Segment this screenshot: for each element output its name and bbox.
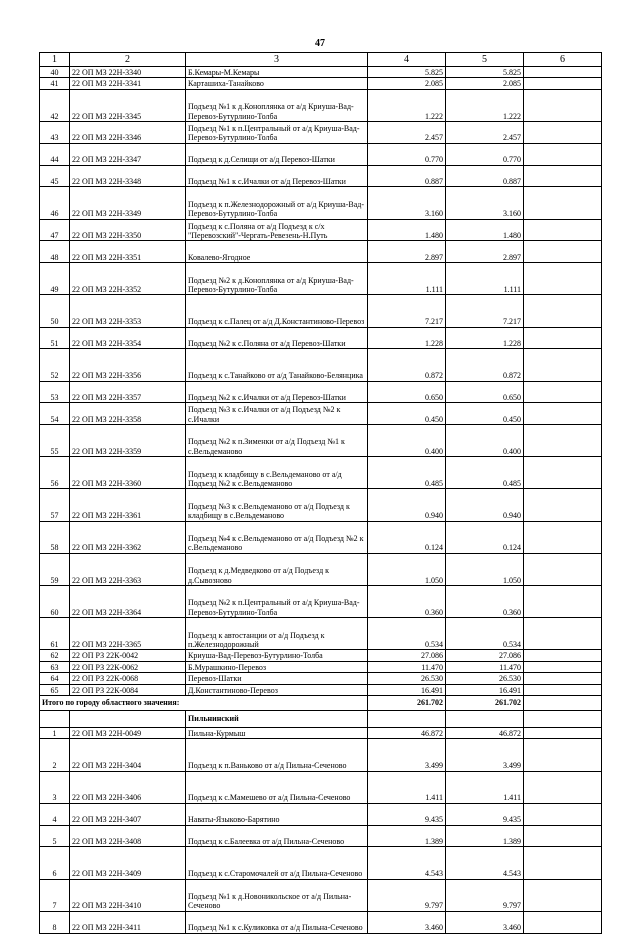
table-row	[40, 586, 602, 618]
length-value: 2.457	[368, 121, 446, 143]
row-number: 50	[40, 295, 70, 327]
road-code: 22 ОП РЗ 22К-0062	[70, 661, 186, 672]
road-code: 22 ОП МЗ 22Н-3353	[70, 295, 186, 327]
length-value: 0.940	[368, 489, 446, 521]
length-value-total: 3.160	[446, 187, 524, 219]
length-value: 26.530	[368, 673, 446, 684]
row-number: 63	[40, 661, 70, 672]
section-row	[40, 710, 602, 727]
length-value: 0.770	[368, 143, 446, 165]
length-value-total: 9.797	[446, 879, 524, 911]
road-name: Подъезд к с.Танайково от а/д Танайково-Белянцика	[186, 349, 368, 381]
length-value-total: 1.050	[446, 553, 524, 585]
note-cell	[524, 425, 602, 457]
table-row	[40, 618, 602, 650]
length-value: 1.411	[368, 771, 446, 803]
road-code: 22 ОП МЗ 22Н-3356	[70, 349, 186, 381]
column-number-6: 6	[524, 53, 602, 67]
row-number: 46	[40, 187, 70, 219]
road-code: 22 ОП МЗ 22Н-3357	[70, 381, 186, 403]
length-value-total: 1.111	[446, 263, 524, 295]
table-row	[40, 403, 602, 425]
column-number-1: 1	[40, 53, 70, 67]
road-name: Подъезд к с.Поляна от а/д Подъезд к с/х "Перевозский"-Чергать-Ревезень-Н.Путь	[186, 219, 368, 241]
road-code: 22 ОП РЗ 22К-0068	[70, 673, 186, 684]
length-value-total: 3.460	[446, 911, 524, 933]
length-value-total: 0.872	[446, 349, 524, 381]
length-value: 7.217	[368, 295, 446, 327]
table-row	[40, 263, 602, 295]
row-number: 52	[40, 349, 70, 381]
length-value: 9.435	[368, 803, 446, 825]
row-number: 61	[40, 618, 70, 650]
road-code: 22 ОП РЗ 22К-0042	[70, 650, 186, 661]
row-number: 4	[40, 803, 70, 825]
table-row	[40, 879, 602, 911]
note-cell	[524, 684, 602, 695]
length-value: 9.797	[368, 879, 446, 911]
road-name: Д.Константиново-Перевоз	[186, 684, 368, 695]
length-value-total: 0.450	[446, 403, 524, 425]
note-cell	[524, 349, 602, 381]
note-cell	[524, 327, 602, 349]
road-code: 22 ОП МЗ 22Н-3351	[70, 241, 186, 263]
road-name: Пильна-Курмыш	[186, 727, 368, 738]
note-cell	[524, 618, 602, 650]
length-value-total: 4.543	[446, 847, 524, 879]
table-row	[40, 825, 602, 847]
length-value-total: 2.897	[446, 241, 524, 263]
road-name: Подъезд №3 к с.Ичалки от а/д Подъезд №2 к с.Ичалки	[186, 403, 368, 425]
row-number: 51	[40, 327, 70, 349]
row-number: 2	[40, 739, 70, 771]
table-row	[40, 165, 602, 187]
row-number: 47	[40, 219, 70, 241]
road-code: 22 ОП МЗ 22Н-3360	[70, 457, 186, 489]
length-value-total: 27.086	[446, 650, 524, 661]
note-cell	[524, 695, 602, 710]
table-row	[40, 803, 602, 825]
road-code: 22 ОП МЗ 22Н-3346	[70, 121, 186, 143]
row-number: 6	[40, 847, 70, 879]
note-cell	[524, 263, 602, 295]
total-label: Итого по городу областного значения:	[40, 695, 368, 710]
row-number	[40, 710, 70, 727]
length-value: 0.650	[368, 381, 446, 403]
road-name: Подъезд №2 к п.Центральный от а/д Криуша-Вад-Перевоз-Бутурлино-Толба	[186, 586, 368, 618]
row-number: 64	[40, 673, 70, 684]
row-number: 7	[40, 879, 70, 911]
note-cell	[524, 241, 602, 263]
road-code: 22 ОП МЗ 22Н-3347	[70, 143, 186, 165]
note-cell	[524, 489, 602, 521]
note-cell	[524, 727, 602, 738]
road-code: 22 ОП МЗ 22Н-3404	[70, 739, 186, 771]
table-row	[40, 521, 602, 553]
length-value: 0.124	[368, 521, 446, 553]
road-code: 22 ОП МЗ 22Н-0049	[70, 727, 186, 738]
length-value-total: 0.650	[446, 381, 524, 403]
length-value-total: 7.217	[446, 295, 524, 327]
road-code: 22 ОП МЗ 22Н-3341	[70, 78, 186, 89]
row-number: 1	[40, 727, 70, 738]
road-code: 22 ОП МЗ 22Н-3406	[70, 771, 186, 803]
length-value: 3.160	[368, 187, 446, 219]
table-row	[40, 143, 602, 165]
note-cell	[524, 911, 602, 933]
note-cell	[524, 847, 602, 879]
table-row	[40, 121, 602, 143]
note-cell	[524, 67, 602, 78]
column-number-2: 2	[70, 53, 186, 67]
note-cell	[524, 553, 602, 585]
table-row	[40, 650, 602, 661]
note-cell	[524, 187, 602, 219]
note-cell	[524, 586, 602, 618]
length-value	[368, 710, 446, 727]
note-cell	[524, 710, 602, 727]
length-value: 1.050	[368, 553, 446, 585]
row-number: 59	[40, 553, 70, 585]
length-value-total: 1.228	[446, 327, 524, 349]
length-value-total: 1.389	[446, 825, 524, 847]
length-value-total: 1.411	[446, 771, 524, 803]
length-value-total: 46.872	[446, 727, 524, 738]
road-code: 22 ОП МЗ 22Н-3352	[70, 263, 186, 295]
table-row	[40, 89, 602, 121]
note-cell	[524, 661, 602, 672]
row-number: 56	[40, 457, 70, 489]
section-title: Пильнинский	[186, 710, 368, 727]
note-cell	[524, 457, 602, 489]
road-code: 22 ОП МЗ 22Н-3364	[70, 586, 186, 618]
road-name: Подъезд к кладбищу в с.Вельдеманово от а/д Подъезд №2 к с.Вельдеманово	[186, 457, 368, 489]
table-row	[40, 349, 602, 381]
table-row	[40, 489, 602, 521]
length-value: 0.534	[368, 618, 446, 650]
length-value: 3.499	[368, 739, 446, 771]
note-cell	[524, 89, 602, 121]
length-value-total: 3.499	[446, 739, 524, 771]
length-value: 0.872	[368, 349, 446, 381]
row-number: 60	[40, 586, 70, 618]
row-number: 5	[40, 825, 70, 847]
table-row	[40, 219, 602, 241]
road-name: Подъезд №1 к д.Новоникольское от а/д Пильна-Сеченово	[186, 879, 368, 911]
table-row	[40, 241, 602, 263]
total-value-2: 261.702	[446, 695, 524, 710]
road-name: Подъезд к с.Палец от а/д Д.Константиново-Перевоз	[186, 295, 368, 327]
note-cell	[524, 803, 602, 825]
row-number: 48	[40, 241, 70, 263]
road-code: 22 ОП МЗ 22Н-3354	[70, 327, 186, 349]
road-name: Перевоз-Шатки	[186, 673, 368, 684]
road-name: Подъезд №3 к с.Вельдеманово от а/д Подъезд к кладбищу в с.Вельдеманово	[186, 489, 368, 521]
note-cell	[524, 381, 602, 403]
length-value: 46.872	[368, 727, 446, 738]
note-cell	[524, 771, 602, 803]
length-value-total: 0.360	[446, 586, 524, 618]
road-name: Карташиха-Танайково	[186, 78, 368, 89]
length-value: 0.450	[368, 403, 446, 425]
table-row	[40, 727, 602, 738]
note-cell	[524, 295, 602, 327]
road-name: Подъезд №2 к с.Поляна от а/д Перевоз-Шатки	[186, 327, 368, 349]
road-code: 22 ОП МЗ 22Н-3340	[70, 67, 186, 78]
row-number: 53	[40, 381, 70, 403]
table-row	[40, 187, 602, 219]
length-value-total: 0.534	[446, 618, 524, 650]
note-cell	[524, 165, 602, 187]
road-name: Подъезд №2 к д.Коноплянка от а/д Криуша-Вад-Перевоз-Бутурлино-Толба	[186, 263, 368, 295]
row-number: 49	[40, 263, 70, 295]
length-value-total: 9.435	[446, 803, 524, 825]
note-cell	[524, 78, 602, 89]
road-name: Подъезд к с.Мамешево от а/д Пильна-Сеченово	[186, 771, 368, 803]
length-value: 0.400	[368, 425, 446, 457]
column-number-3: 3	[186, 53, 368, 67]
length-value: 16.491	[368, 684, 446, 695]
row-number: 42	[40, 89, 70, 121]
road-name: Подъезд №2 к с.Ичалки от а/д Перевоз-Шатки	[186, 381, 368, 403]
length-value-total: 1.480	[446, 219, 524, 241]
row-number: 65	[40, 684, 70, 695]
length-value: 1.228	[368, 327, 446, 349]
road-name: Подъезд к с.Балеевка от а/д Пильна-Сеченово	[186, 825, 368, 847]
road-code	[70, 710, 186, 727]
row-number: 58	[40, 521, 70, 553]
table-row	[40, 553, 602, 585]
length-value-total: 11.470	[446, 661, 524, 672]
column-number-row	[40, 53, 602, 67]
note-cell	[524, 403, 602, 425]
length-value: 2.897	[368, 241, 446, 263]
length-value: 27.086	[368, 650, 446, 661]
table-row	[40, 684, 602, 695]
note-cell	[524, 521, 602, 553]
column-number-4: 4	[368, 53, 446, 67]
road-name: Подъезд №2 к п.Зименки от а/д Подъезд №1 к с.Вельдеманово	[186, 425, 368, 457]
length-value: 1.222	[368, 89, 446, 121]
total-row	[40, 695, 602, 710]
length-value-total: 2.085	[446, 78, 524, 89]
road-name: Б.Кемары-М.Кемары	[186, 67, 368, 78]
note-cell	[524, 121, 602, 143]
road-code: 22 ОП МЗ 22Н-3350	[70, 219, 186, 241]
note-cell	[524, 219, 602, 241]
length-value: 4.543	[368, 847, 446, 879]
table-row	[40, 425, 602, 457]
length-value-total: 0.485	[446, 457, 524, 489]
table-row	[40, 673, 602, 684]
length-value: 5.825	[368, 67, 446, 78]
table-row	[40, 771, 602, 803]
length-value-total: 1.222	[446, 89, 524, 121]
road-name: Подъезд к автостанции от а/д Подъезд к п.Железнодорожный	[186, 618, 368, 650]
road-name: Подъезд №1 к с.Ичалки от а/д Перевоз-Шатки	[186, 165, 368, 187]
table-row	[40, 661, 602, 672]
total-value: 261.702	[368, 695, 446, 710]
row-number: 54	[40, 403, 70, 425]
road-code: 22 ОП МЗ 22Н-3359	[70, 425, 186, 457]
row-number: 55	[40, 425, 70, 457]
length-value-total: 2.457	[446, 121, 524, 143]
road-code: 22 ОП МЗ 22Н-3363	[70, 553, 186, 585]
note-cell	[524, 825, 602, 847]
road-code: 22 ОП МЗ 22Н-3365	[70, 618, 186, 650]
length-value-total: 26.530	[446, 673, 524, 684]
roads-table	[39, 52, 602, 934]
road-name: Подъезд №1 к д.Коноплянка от а/д Криуша-Вад-Перевоз-Бутурлино-Толба	[186, 89, 368, 121]
length-value-total: 0.887	[446, 165, 524, 187]
note-cell	[524, 673, 602, 684]
road-code: 22 ОП МЗ 22Н-3410	[70, 879, 186, 911]
road-code: 22 ОП МЗ 22Н-3358	[70, 403, 186, 425]
length-value: 11.470	[368, 661, 446, 672]
road-name: Подъезд №1 к п.Центральный от а/д Криуша-Вад-Перевоз-Бутурлино-Толба	[186, 121, 368, 143]
length-value: 1.389	[368, 825, 446, 847]
road-name: Ковалево-Ягодное	[186, 241, 368, 263]
length-value-total: 16.491	[446, 684, 524, 695]
table-row	[40, 327, 602, 349]
road-name: Подъезд к п.Железнодорожный от а/д Криуша-Вад-Перевоз-Бутурлино-Толба	[186, 187, 368, 219]
length-value-total: 0.124	[446, 521, 524, 553]
row-number: 40	[40, 67, 70, 78]
row-number: 8	[40, 911, 70, 933]
length-value-total: 0.400	[446, 425, 524, 457]
road-code: 22 ОП МЗ 22Н-3361	[70, 489, 186, 521]
length-value: 0.360	[368, 586, 446, 618]
length-value: 0.887	[368, 165, 446, 187]
road-name: Подъезд №4 к с.Вельдеманово от а/д Подъезд №2 к с.Вельдеманово	[186, 521, 368, 553]
road-code: 22 ОП МЗ 22Н-3407	[70, 803, 186, 825]
road-code: 22 ОП МЗ 22Н-3411	[70, 911, 186, 933]
road-code: 22 ОП МЗ 22Н-3408	[70, 825, 186, 847]
table-row	[40, 739, 602, 771]
length-value: 0.485	[368, 457, 446, 489]
row-number: 41	[40, 78, 70, 89]
length-value-total: 0.770	[446, 143, 524, 165]
row-number: 3	[40, 771, 70, 803]
note-cell	[524, 879, 602, 911]
road-name: Подъезд к д.Медведково от а/д Подъезд к д.Сывозново	[186, 553, 368, 585]
row-number: 62	[40, 650, 70, 661]
road-name: Криуша-Вад-Перевоз-Бутурлино-Толба	[186, 650, 368, 661]
length-value-total	[446, 710, 524, 727]
note-cell	[524, 650, 602, 661]
page-number: 47	[315, 38, 325, 49]
note-cell	[524, 739, 602, 771]
road-name: Б.Мурашкино-Перевоз	[186, 661, 368, 672]
road-code: 22 ОП МЗ 22Н-3348	[70, 165, 186, 187]
table-row	[40, 381, 602, 403]
note-cell	[524, 143, 602, 165]
road-code: 22 ОП РЗ 22К-0084	[70, 684, 186, 695]
row-number: 45	[40, 165, 70, 187]
length-value: 1.480	[368, 219, 446, 241]
table-row	[40, 67, 602, 78]
length-value: 1.111	[368, 263, 446, 295]
column-number-5: 5	[446, 53, 524, 67]
road-name: Подъезд к с.Старомочалей от а/д Пильна-Сеченово	[186, 847, 368, 879]
length-value: 3.460	[368, 911, 446, 933]
length-value-total: 5.825	[446, 67, 524, 78]
road-name: Подъезд к п.Ваньково от а/д Пильна-Сеченово	[186, 739, 368, 771]
length-value-total: 0.940	[446, 489, 524, 521]
road-code: 22 ОП МЗ 22Н-3345	[70, 89, 186, 121]
road-code: 22 ОП МЗ 22Н-3409	[70, 847, 186, 879]
table-row	[40, 847, 602, 879]
table-row	[40, 457, 602, 489]
row-number: 44	[40, 143, 70, 165]
road-name: Подъезд к д.Селищи от а/д Перевоз-Шатки	[186, 143, 368, 165]
length-value: 2.085	[368, 78, 446, 89]
table-row	[40, 295, 602, 327]
road-code: 22 ОП МЗ 22Н-3349	[70, 187, 186, 219]
table-row	[40, 911, 602, 933]
road-code: 22 ОП МЗ 22Н-3362	[70, 521, 186, 553]
row-number: 57	[40, 489, 70, 521]
road-name: Подъезд №1 к с.Куликовка от а/д Пильна-Сеченово	[186, 911, 368, 933]
row-number: 43	[40, 121, 70, 143]
table-row	[40, 78, 602, 89]
road-name: Наваты-Языково-Барятино	[186, 803, 368, 825]
